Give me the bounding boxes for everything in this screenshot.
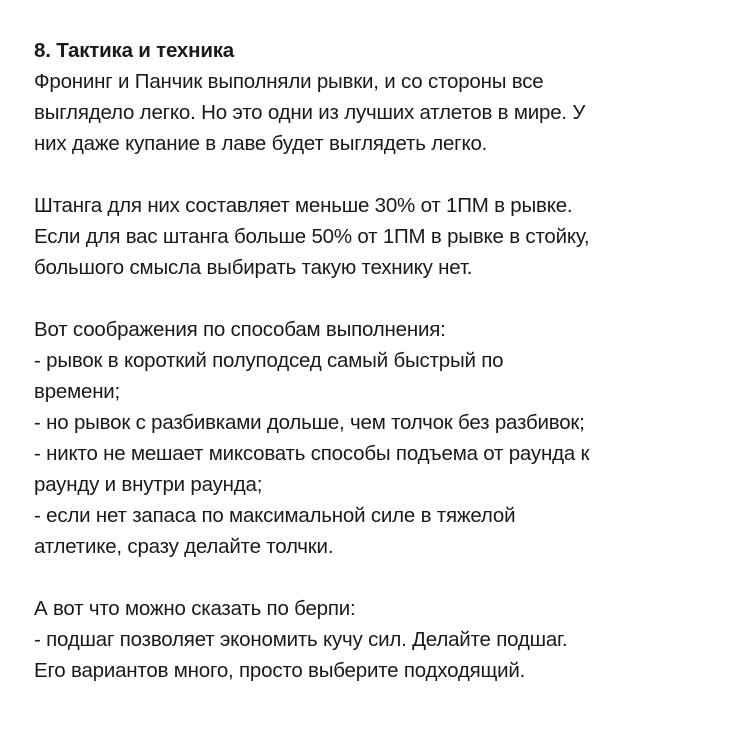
list-item-line: - но рывок с разбивками дольше, чем толчок без разбивок; bbox=[34, 411, 585, 434]
paragraph-line: Штанга для них составляет меньше 30% от 1ПМ в рывке. bbox=[34, 194, 573, 217]
section-heading: 8. Тактика и техника bbox=[34, 39, 234, 62]
paragraph-gap bbox=[34, 159, 714, 190]
paragraph-line: Фронинг и Панчик выполняли рывки, и со стороны все bbox=[34, 70, 544, 93]
paragraph-intro bbox=[34, 66, 714, 159]
paragraph-line: Если для вас штанга больше 50% от 1ПМ в рывке в стойку, bbox=[34, 225, 590, 248]
list-item-line: - подшаг позволяет экономить кучу сил. Делайте подшаг. bbox=[34, 628, 568, 651]
paragraph-line: Вот соображения по способам выполнения: bbox=[34, 318, 446, 341]
paragraph-line: большого смысла выбирать такую технику нет. bbox=[34, 256, 473, 279]
paragraph-burpee bbox=[34, 593, 714, 686]
list-item-line: времени; bbox=[34, 380, 121, 403]
paragraph-line: них даже купание в лаве будет выглядеть легко. bbox=[34, 132, 488, 155]
paragraph-gap bbox=[34, 283, 714, 314]
list-item-line: - рывок в короткий полуподсед самый быстрый по bbox=[34, 349, 504, 372]
paragraph-line: выглядело легко. Но это одни из лучших атлетов в мире. У bbox=[34, 101, 586, 124]
list-item-line: - если нет запаса по максимальной силе в тяжелой bbox=[34, 504, 516, 527]
document-page bbox=[34, 35, 714, 686]
paragraph-considerations bbox=[34, 314, 714, 562]
paragraph-barbell bbox=[34, 190, 714, 283]
paragraph-gap bbox=[34, 562, 714, 593]
list-item-line: атлетике, сразу делайте толчки. bbox=[34, 535, 334, 558]
paragraph-line: А вот что можно сказать по берпи: bbox=[34, 597, 356, 620]
paragraph-line: Его вариантов много, просто выберите подходящий. bbox=[34, 659, 526, 682]
list-item-line: - никто не мешает миксовать способы подъема от раунда к bbox=[34, 442, 590, 465]
list-item-line: раунду и внутри раунда; bbox=[34, 473, 263, 496]
